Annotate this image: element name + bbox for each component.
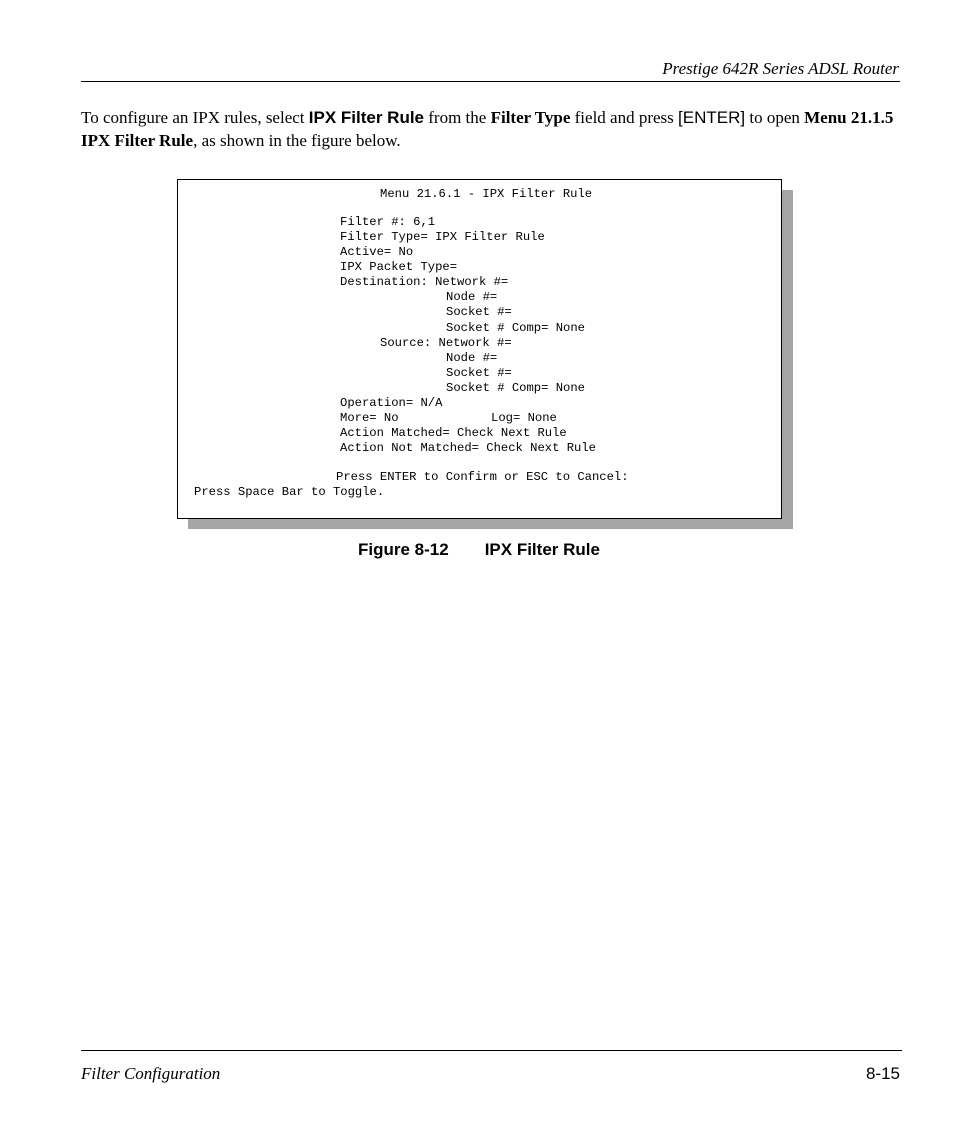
destination-socket-comp-field[interactable]: Socket # Comp= None bbox=[446, 321, 585, 335]
page-number: 8-15 bbox=[865, 1064, 900, 1083]
log-field[interactable]: Log= None bbox=[491, 411, 557, 425]
source-socket-comp-field[interactable]: Socket # Comp= None bbox=[446, 381, 585, 395]
source-network-field[interactable]: Source: Network #= bbox=[380, 336, 512, 350]
intro-text-2: from the bbox=[424, 108, 491, 127]
source-node-field[interactable]: Node #= bbox=[446, 351, 498, 365]
more-field[interactable]: More= No bbox=[340, 411, 399, 425]
intro-menu-name: Menu 21.1.5 IPX Filter Rule bbox=[81, 108, 894, 150]
terminal-screen bbox=[177, 179, 782, 519]
filter-type-field[interactable]: Filter Type= IPX Filter Rule bbox=[340, 230, 545, 244]
figure-title: IPX Filter Rule bbox=[484, 540, 600, 559]
active-field[interactable]: Active= No bbox=[340, 245, 414, 259]
toggle-hint: Press Space Bar to Toggle. bbox=[194, 485, 385, 499]
intro-text-4: to open bbox=[745, 108, 805, 127]
destination-network-field[interactable]: Destination: Network #= bbox=[340, 275, 509, 289]
intro-ipx-filter-rule: IPX Filter Rule bbox=[308, 108, 425, 127]
figure-caption bbox=[358, 540, 600, 560]
intro-paragraph bbox=[81, 106, 901, 152]
screen-menu-title: Menu 21.6.1 - IPX Filter Rule bbox=[380, 187, 593, 201]
destination-node-field[interactable]: Node #= bbox=[446, 290, 498, 304]
intro-text-3: field and press bbox=[570, 108, 679, 127]
figure-number: Figure 8-12 bbox=[358, 540, 449, 559]
intro-text-1: To configure an IPX rules, select bbox=[81, 108, 309, 127]
footer-rule bbox=[81, 1050, 902, 1051]
intro-filter-type: Filter Type bbox=[490, 108, 571, 127]
confirm-prompt: Press ENTER to Confirm or ESC to Cancel: bbox=[336, 470, 629, 484]
ipx-packet-type-field[interactable]: IPX Packet Type= bbox=[340, 260, 458, 274]
destination-socket-field[interactable]: Socket #= bbox=[446, 305, 512, 319]
footer-section-title: Filter Configuration bbox=[81, 1064, 221, 1083]
filter-number-field: Filter #: 6,1 bbox=[340, 215, 436, 229]
intro-text-5: , as shown in the figure below. bbox=[193, 131, 401, 150]
page-header-title: Prestige 642R Series ADSL Router bbox=[662, 59, 899, 78]
source-socket-field[interactable]: Socket #= bbox=[446, 366, 512, 380]
header-rule bbox=[81, 81, 900, 82]
action-matched-field[interactable]: Action Matched= Check Next Rule bbox=[340, 426, 567, 440]
intro-enter-key: [ENTER] bbox=[678, 108, 746, 127]
operation-field[interactable]: Operation= N/A bbox=[340, 396, 443, 410]
action-not-matched-field[interactable]: Action Not Matched= Check Next Rule bbox=[340, 441, 596, 455]
